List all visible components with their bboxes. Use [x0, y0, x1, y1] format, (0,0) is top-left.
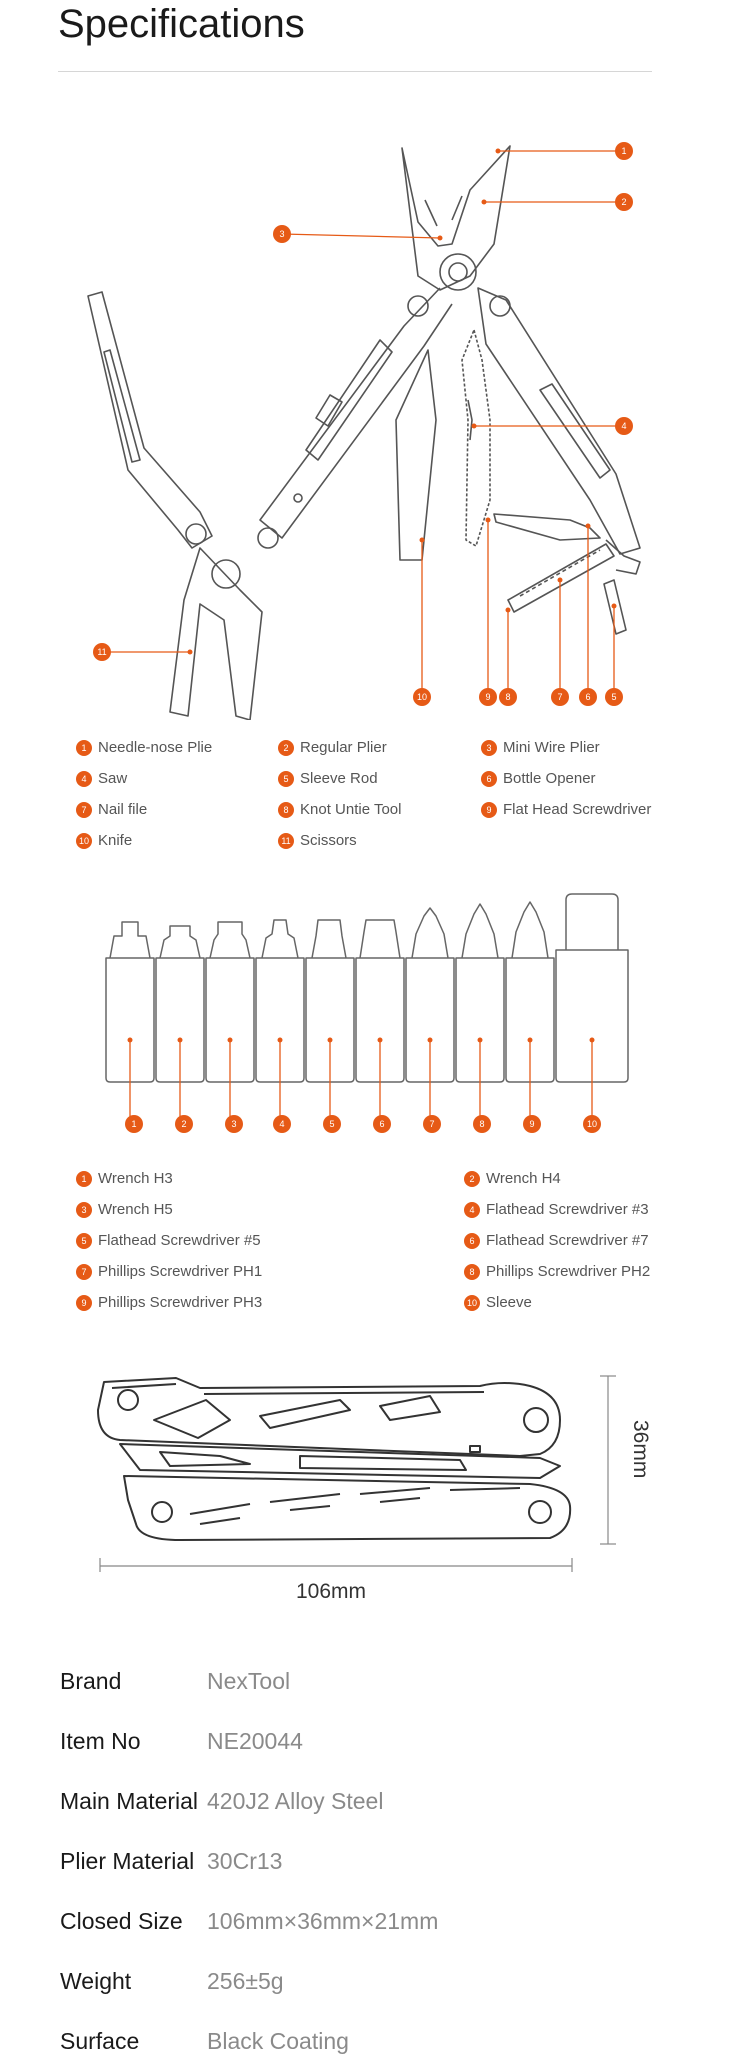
- spec-label-closed-size: Closed Size: [60, 1908, 183, 1934]
- svg-text:6: 6: [379, 1119, 385, 1129]
- svg-text:4: 4: [279, 1119, 285, 1129]
- closed-tool-diagram: [0, 1360, 740, 1620]
- legend-item-bottle-opener: 6 Bottle Opener: [481, 770, 596, 788]
- legend-item-wrench-h4: 2 Wrench H4: [464, 1170, 561, 1188]
- legend-item-phillips-ph3: 9 Phillips Screwdriver PH3: [76, 1294, 262, 1312]
- legend-item-scissors: 11 Scissors: [278, 832, 357, 850]
- svg-text:6: 6: [585, 692, 591, 702]
- legend-item-phillips-ph1: 7 Phillips Screwdriver PH1: [76, 1263, 262, 1281]
- svg-text:3: 3: [279, 229, 285, 239]
- legend-item-flathead-7: 6 Flathead Screwdriver #7: [464, 1232, 649, 1250]
- svg-text:11: 11: [97, 647, 107, 657]
- spec-value-plier-material: 30Cr13: [207, 1848, 283, 1874]
- svg-text:2: 2: [181, 1119, 187, 1129]
- svg-text:5: 5: [329, 1119, 335, 1129]
- legend-item-sleeve-rod: 5 Sleeve Rod: [278, 770, 378, 788]
- legend-item-wrench-h3: 1 Wrench H3: [76, 1170, 173, 1188]
- legend-item-flathead-3: 4 Flathead Screwdriver #3: [464, 1201, 649, 1219]
- legend-item-sleeve: 10 Sleeve: [464, 1294, 532, 1312]
- legend-item-needle-nose-plier: 1 Needle-nose Plie: [76, 739, 212, 757]
- legend-item-regular-plier: 2 Regular Plier: [278, 739, 387, 757]
- bits-diagram: [0, 880, 740, 1140]
- svg-text:1: 1: [621, 146, 627, 156]
- spec-value-closed-size: 106mm×36mm×21mm: [207, 1908, 439, 1934]
- legend-item-flathead-5: 5 Flathead Screwdriver #5: [76, 1232, 261, 1250]
- spec-label-surface: Surface: [60, 2028, 140, 2054]
- multitool-open-diagram: [0, 120, 740, 720]
- spec-value-brand: NexTool: [207, 1668, 291, 1694]
- spec-label-plier-material: Plier Material: [60, 1848, 195, 1874]
- svg-text:1: 1: [131, 1119, 137, 1129]
- spec-value-weight: 256±5g: [207, 1968, 284, 1994]
- svg-text:10: 10: [586, 1119, 598, 1129]
- legend-item-saw: 4 Saw: [76, 770, 127, 788]
- legend-item-phillips-ph2: 8 Phillips Screwdriver PH2: [464, 1263, 650, 1281]
- legend-item-wrench-h5: 3 Wrench H5: [76, 1201, 173, 1219]
- svg-text:2: 2: [621, 197, 627, 207]
- svg-text:8: 8: [505, 692, 511, 702]
- spec-value-item-no: NE20044: [207, 1728, 303, 1754]
- dimension-length: 106mm: [296, 1580, 367, 1603]
- svg-text:5: 5: [611, 692, 617, 702]
- spec-label-item-no: Item No: [60, 1728, 141, 1754]
- dimension-height: 36mm: [629, 1420, 652, 1479]
- spec-value-surface: Black Coating: [207, 2028, 349, 2054]
- svg-text:3: 3: [231, 1119, 237, 1129]
- svg-text:9: 9: [485, 692, 491, 702]
- spec-label-main-material: Main Material: [60, 1788, 199, 1814]
- legend-item-nail-file: 7 Nail file: [76, 801, 147, 819]
- legend-item-knife: 10 Knife: [76, 832, 132, 850]
- legend-item-knot-untie-tool: 8 Knot Untie Tool: [278, 801, 401, 819]
- svg-text:8: 8: [479, 1119, 485, 1129]
- svg-text:10: 10: [416, 692, 428, 702]
- legend-item-mini-wire-plier: 3 Mini Wire Plier: [481, 739, 600, 757]
- svg-text:9: 9: [529, 1119, 535, 1129]
- spec-value-main-material: 420J2 Alloy Steel: [207, 1788, 384, 1814]
- spec-label-brand: Brand: [60, 1668, 122, 1694]
- spec-label-weight: Weight: [60, 1968, 132, 1994]
- svg-text:7: 7: [429, 1119, 435, 1129]
- svg-text:7: 7: [557, 692, 563, 702]
- title-divider: [58, 71, 652, 72]
- svg-text:4: 4: [621, 421, 627, 431]
- legend-item-flat-head-screwdriver: 9 Flat Head Screwdriver: [481, 801, 651, 819]
- page-title: Specifications: [58, 2, 305, 46]
